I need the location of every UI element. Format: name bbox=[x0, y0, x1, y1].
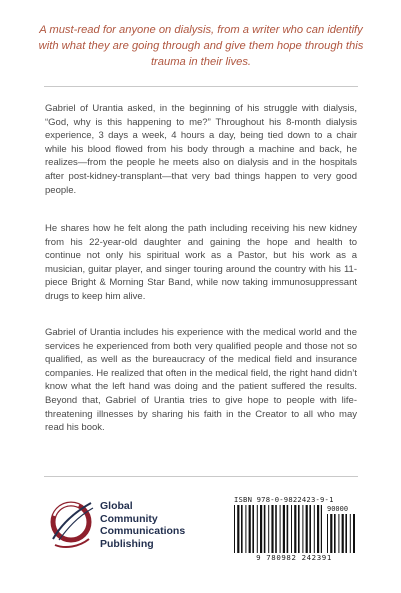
barcode-bar bbox=[342, 514, 344, 553]
barcode-bar bbox=[252, 505, 254, 553]
barcode-bar bbox=[268, 505, 269, 553]
ean-digits: 9 780982 242391 bbox=[256, 553, 332, 562]
barcode-bar bbox=[264, 505, 266, 553]
publisher-logo-icon bbox=[47, 495, 97, 555]
barcode-bar bbox=[257, 505, 258, 553]
barcode-bar bbox=[321, 505, 322, 553]
publisher-line-4: Publishing bbox=[100, 537, 154, 550]
barcode-bar bbox=[237, 505, 239, 553]
publisher-line-3: Communications bbox=[100, 525, 186, 537]
barcode-bar bbox=[298, 505, 300, 553]
publisher-line-2: Community bbox=[100, 512, 158, 525]
barcode-bars-main bbox=[234, 505, 322, 553]
publisher-line-1: Global bbox=[100, 500, 133, 512]
barcode-bar bbox=[353, 514, 355, 553]
body-paragraph-1: Gabriel of Urantia asked, in the beginning of his struggle with dialysis, “God, why is this happening to me?” Throughout his 8-month dialysis experience, 3 days a week, 4 hours a day, being tied down to a chair while his blood flowed from his body through a machine and back, he realizes—from the people he meets also on dialysis and in the hospitals after post-kidney-transplant—that very bad things happen to very good people. bbox=[45, 103, 357, 196]
barcode-bar bbox=[245, 505, 246, 553]
isbn-text: ISBN 978-0-9822423-9-1 bbox=[234, 495, 334, 504]
barcode-bar bbox=[241, 505, 243, 553]
barcode-bar bbox=[260, 505, 262, 553]
barcode-bar bbox=[280, 505, 281, 553]
price-code: 90000 bbox=[327, 505, 349, 513]
barcode-bar bbox=[291, 505, 292, 553]
body-paragraph-2: He shares how he felt along the path including receiving his new kidney from his 22-year-old daughter and gaining the hope and health to continue not only his spiritual work as a Pastor, but his work as a musician, guitar player, and singer touring around the country with his 11-piece Bright & Morning Star Band, while now taking immunosuppressant drugs to keep him alive. bbox=[45, 223, 357, 302]
cover-tagline: A must-read for anyone on dialysis, from a writer who can identify with what they are going through and give them hope through this trauma in their lives. bbox=[38, 24, 364, 68]
barcode-bar bbox=[275, 505, 277, 553]
barcode-bar bbox=[234, 505, 235, 553]
barcode-bar bbox=[330, 514, 332, 553]
isbn-barcode bbox=[231, 495, 357, 565]
barcode-bar bbox=[309, 505, 311, 553]
barcode-bar bbox=[327, 514, 328, 553]
barcode-bar bbox=[314, 505, 315, 553]
publisher-name bbox=[100, 500, 185, 550]
barcode-bar bbox=[338, 514, 339, 553]
barcode-bar bbox=[271, 505, 273, 553]
top-divider bbox=[44, 86, 358, 87]
barcode-bar bbox=[350, 514, 351, 553]
barcode-bar bbox=[306, 505, 308, 553]
body-paragraph-3: Gabriel of Urantia includes his experience with the medical world and the services he experienced from both very qualified people and those not so qualified, as well as the bureaucracy of the medical field and insurance companies. He realized that often in the medical field, the right hand didn’t know what the left hand was doing and the patient suffered the results. Beyond that, Gabriel of Urantia tries to give hope to people with life-threatening illnesses by sharing his faith in the Creator to all who may read his book. bbox=[45, 327, 357, 434]
barcode-bar bbox=[317, 505, 319, 553]
barcode-bar bbox=[283, 505, 285, 553]
bottom-divider bbox=[44, 476, 358, 477]
barcode-bar bbox=[345, 514, 347, 553]
barcode-bars-addon bbox=[327, 514, 355, 553]
barcode-bar bbox=[287, 505, 289, 553]
barcode-bar bbox=[249, 505, 251, 553]
barcode-bar bbox=[294, 505, 296, 553]
barcode-bar bbox=[302, 505, 303, 553]
barcode-bar bbox=[334, 514, 336, 553]
